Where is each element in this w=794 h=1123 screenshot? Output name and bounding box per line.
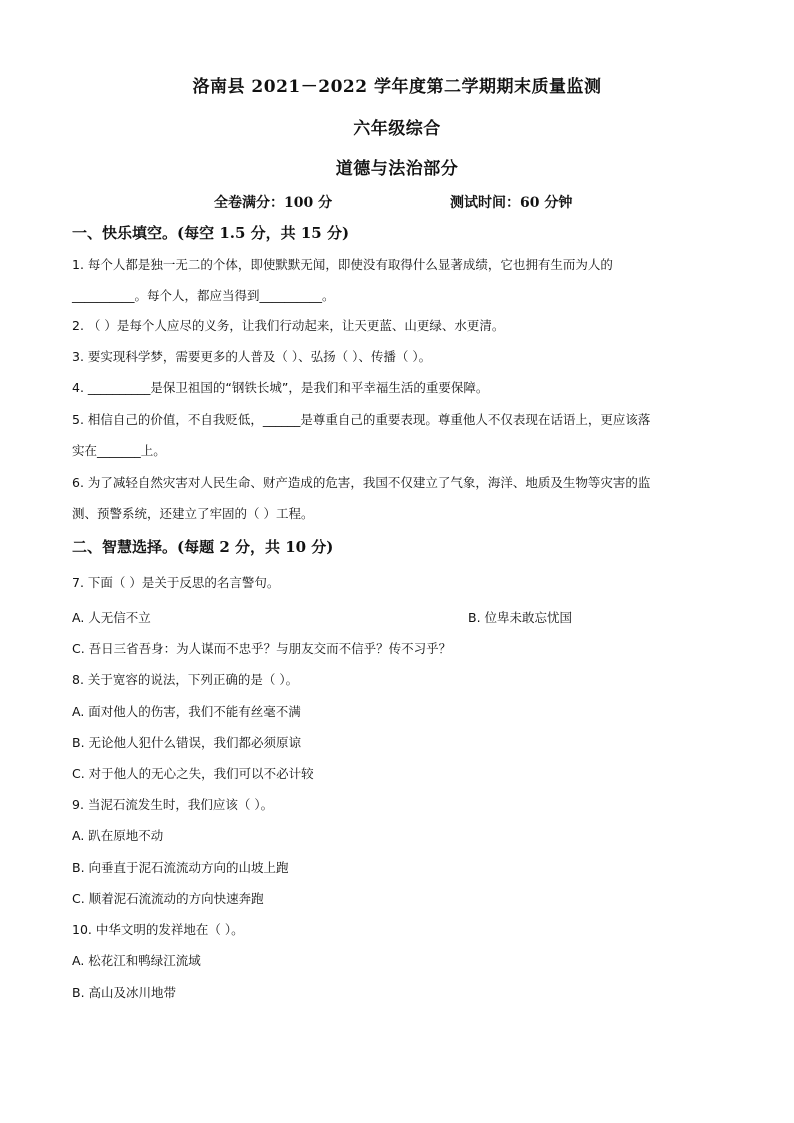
fill-line: __________。每个人，都应当得到__________。 (72, 288, 335, 303)
option-b: B. 无论他人犯什么错误，我们都必须原谅 (72, 735, 302, 750)
option-b: B. 高山及冰川地带 (72, 985, 177, 1000)
fill-line: 3. 要实现科学梦，需要更多的人普及（ ）、弘扬（ ）、传播（ ）。 (72, 349, 432, 364)
full-score: 全卷满分：100 分 (214, 195, 333, 211)
option-b: B. 向垂直于泥石流流动方向的山坡上跑 (72, 860, 289, 875)
option-a: A. 趴在原地不动 (72, 828, 164, 843)
fill-line: 4. __________是保卫祖国的“钢铁长城”，是我们和平幸福生活的重要保障。 (72, 380, 489, 395)
fill-line: 1. 每个人都是独一无二的个体，即使默默无闻，即使没有取得什么显著成绩，它也拥有生而为人的 (72, 257, 613, 272)
section1-heading: 一、快乐填空。(每空 1.5 分，共 15 分) (72, 224, 350, 242)
fill-line: 5. 相信自己的价值，不自我贬低，______是尊重自己的重要表现。尊重他人不仅表现在话语上，更应该落 (72, 412, 651, 427)
question-10: 10. 中华文明的发祥地在（ ）。 (72, 922, 244, 937)
question-9: 9. 当泥石流发生时，我们应该（ ）。 (72, 797, 274, 812)
question-7: 7. 下面（ ）是关于反思的名言警句。 (72, 575, 280, 590)
question-7-options (72, 610, 724, 626)
question-8: 8. 关于宽容的说法，下列正确的是（ ）。 (72, 672, 299, 687)
option-a: A. 松花江和鸭绿江流域 (72, 953, 201, 968)
option-c: C. 吾日三省吾身：为人谋而不忠乎？与朋友交而不信乎？传不习乎？ (72, 641, 452, 656)
test-time: 测试时间：60 分钟 (450, 195, 573, 211)
grade-heading: 六年级综合 (353, 119, 441, 139)
fill-line: 实在_______上。 (72, 443, 166, 458)
section2-heading: 二、智慧选择。(每题 2 分，共 10 分) (72, 538, 334, 556)
option-c: C. 顺着泥石流流动的方向快速奔跑 (72, 891, 264, 906)
fill-line: 6. 为了减轻自然灾害对人民生命、财产造成的危害，我国不仅建立了气象，海洋、地质及生物等灾害的监 (72, 475, 651, 490)
fill-line: 测、预警系统，还建立了牢固的（ ）工程。 (72, 506, 314, 521)
fill-line: 2. （ ）是每个人应尽的义务，让我们行动起来，让天更蓝、山更绿、水更清。 (72, 318, 505, 333)
option-a: A. 人无信不立 (72, 610, 151, 625)
option-a: A. 面对他人的伤害，我们不能有丝毫不满 (72, 704, 301, 719)
exam-title: 洛南县 2021－2022 学年度第二学期期末质量监测 (192, 77, 602, 97)
option-b: B. 位卑未敢忘忧国 (468, 610, 573, 625)
option-c: C. 对于他人的无心之失，我们可以不必计较 (72, 766, 314, 781)
subject-heading: 道德与法治部分 (335, 159, 459, 179)
